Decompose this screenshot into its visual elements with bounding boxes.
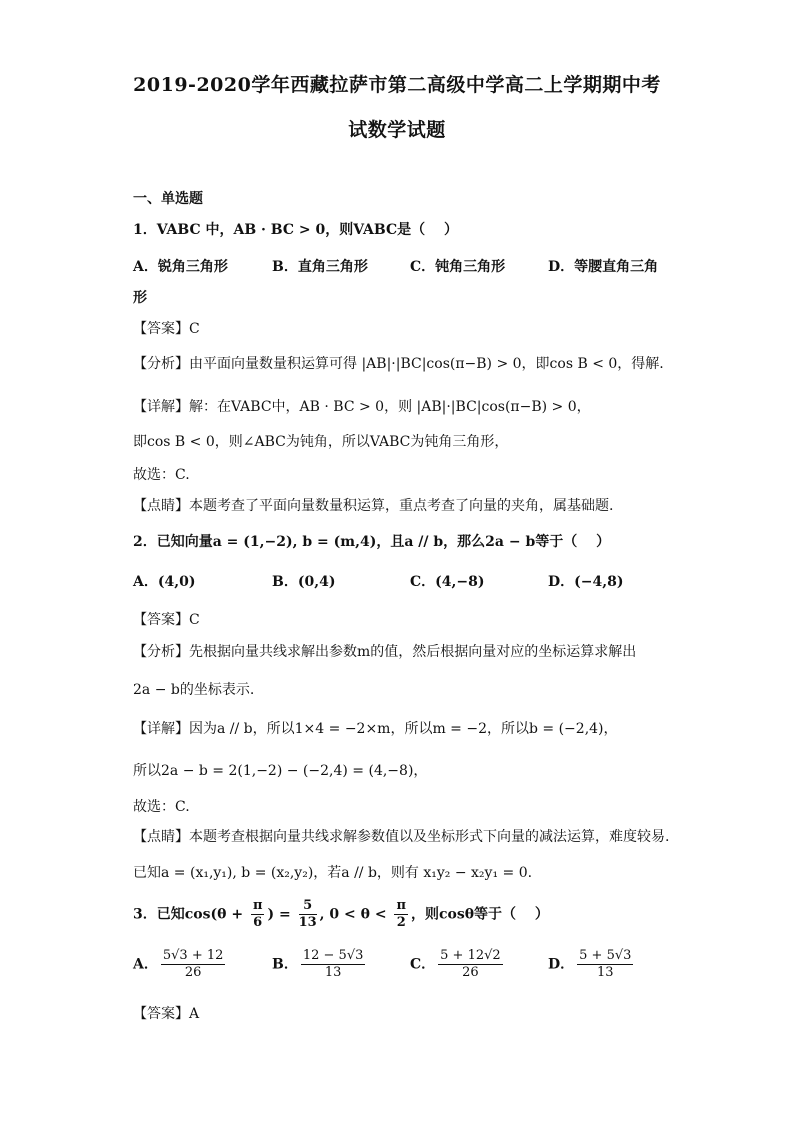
page-title-line1: 2019-2020学年西藏拉萨市第二高级中学高二上学期期中考: [133, 74, 661, 96]
q3-stem-mid2: , 0 < θ <: [319, 906, 392, 923]
q2-option-b: B．(0,4): [272, 574, 336, 590]
q2-answer: 【答案】C: [133, 612, 200, 628]
q3-frac-pi-2: $\frac{\pi}{2}$: [396, 898, 406, 930]
q1-comment: 【点睛】本题考查了平面向量数量积运算，重点考查了向量的夹角，属基础题.: [133, 498, 614, 514]
q3-stem: [133, 898, 549, 931]
q1-answer: 【答案】C: [133, 321, 200, 337]
q2-option-a: A．(4,0): [133, 574, 196, 590]
section-heading: 一、单选题: [133, 191, 203, 207]
q3-stem-mid: ) =: [267, 906, 296, 923]
q3-stem-suffix: ，则cosθ等于（ ）: [410, 906, 549, 923]
q1-option-d-wrap: 形: [133, 290, 147, 306]
q1-option-c: C．钝角三角形: [410, 259, 506, 275]
q2-detail-3: 故选：C.: [133, 799, 190, 815]
page-title-line2: 试数学试题: [348, 119, 446, 141]
q2-option-d: D．(−4,8): [548, 574, 624, 590]
q1-detail-1: 【详解】解：在VABC中，AB · BC > 0，则 |AB|·|BC|cos(π−B) > 0，: [133, 399, 591, 415]
q3-option-b: B． $\frac{12 - 5√3}{13}$: [272, 948, 364, 980]
q3-option-c: C． $\frac{5 + 12√2}{26}$: [410, 948, 501, 980]
q2-stem: 2．已知向量a = (1,−2), b = (m,4)，且a // b，那么2a − b等于（ ）: [133, 534, 611, 550]
q1-option-d: D．等腰直角三角: [548, 259, 659, 275]
q1-option-a: A．锐角三角形: [133, 259, 228, 275]
q1-stem: 1．VABC 中，AB · BC > 0，则VABC是（ ）: [133, 222, 459, 238]
q2-comment-1: 【点睛】本题考查根据向量共线求解参数值以及坐标形式下向量的减法运算，难度较易.: [133, 829, 670, 845]
q2-analysis-1: 【分析】先根据向量共线求解出参数m的值，然后根据向量对应的坐标运算求解出: [133, 644, 637, 660]
q1-detail-2: 即cos B < 0，则∠ABC为钝角，所以VABC为钝角三角形，: [133, 434, 509, 450]
q1-analysis: 【分析】由平面向量数量积运算可得 |AB|·|BC|cos(π−B) > 0，即cos B < 0，得解.: [133, 356, 664, 372]
q2-comment-2: 已知a = (x₁,y₁), b = (x₂,y₂)，若a // b，则有 x₁y₂ − x₂y₁ = 0.: [133, 865, 533, 881]
q3-option-a: A． $\frac{5√3 + 12}{26}$: [133, 948, 224, 980]
q2-analysis-2: 2a − b的坐标表示.: [133, 682, 255, 698]
q2-option-c: C．(4,−8): [410, 574, 485, 590]
q3-frac-pi-6: $\frac{\pi}{6}$: [252, 898, 263, 930]
q2-detail-1: 【详解】因为a // b，所以1×4 = −2×m，所以m = −2，所以b = (−2,4)，: [133, 721, 618, 737]
q3-answer: 【答案】A: [133, 1006, 200, 1022]
q3-option-d: D． $\frac{5 + 5√3}{13}$: [548, 948, 632, 980]
q3-stem-prefix: 3．已知cos(θ +: [133, 906, 248, 923]
q3-frac-5-13: $\frac{5}{13}$: [298, 898, 317, 930]
q2-detail-2: 所以2a − b = 2(1,−2) − (−2,4) = (4,−8)，: [133, 763, 428, 779]
q1-option-b: B．直角三角形: [272, 259, 368, 275]
q1-detail-3: 故选：C.: [133, 467, 190, 483]
